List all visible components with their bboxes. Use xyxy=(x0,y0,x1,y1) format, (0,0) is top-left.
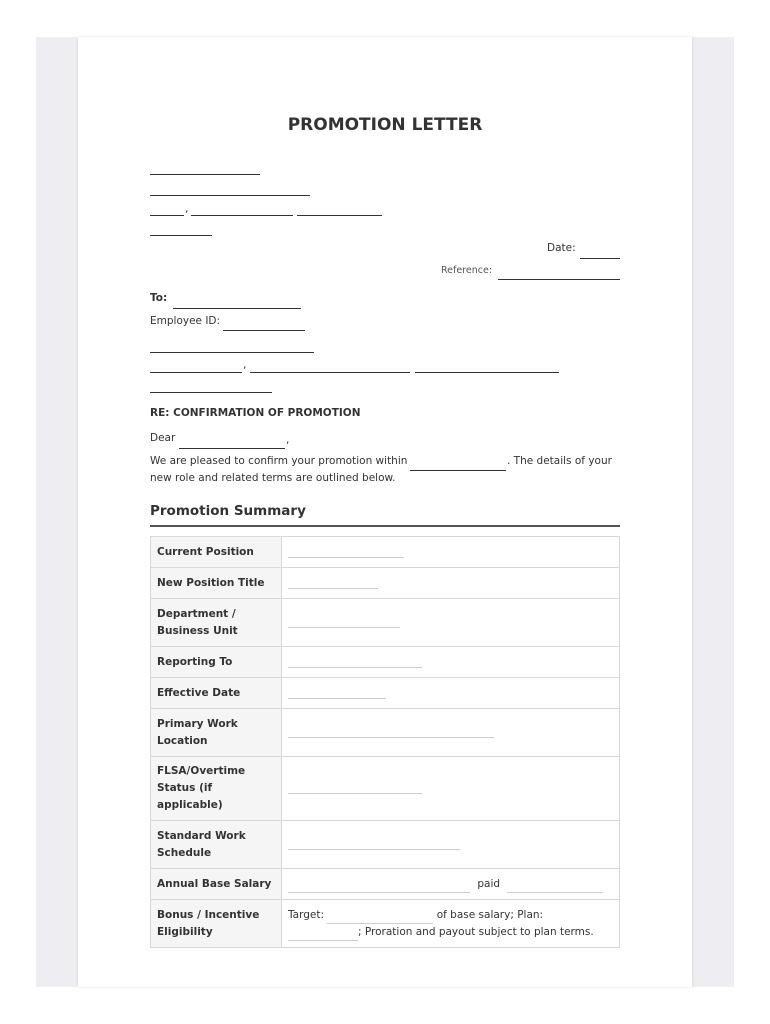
current-position-field[interactable] xyxy=(288,547,404,558)
bonus-target-field[interactable] xyxy=(327,913,433,924)
department-field[interactable] xyxy=(288,617,400,628)
new-position-field[interactable] xyxy=(288,578,378,589)
row-label: Bonus / Incentive Eligibility xyxy=(151,900,282,948)
row-value-cell xyxy=(282,900,620,948)
table-row xyxy=(151,709,620,757)
document-page xyxy=(78,37,692,987)
row-value-cell xyxy=(282,678,620,709)
row-value-cell xyxy=(282,599,620,647)
table-row xyxy=(151,647,620,678)
row-value-cell xyxy=(282,709,620,757)
row-label: Primary Work Location xyxy=(151,709,282,757)
table-row xyxy=(151,568,620,599)
table-row xyxy=(151,821,620,869)
flsa-status-field[interactable] xyxy=(288,783,422,794)
row-value-cell xyxy=(282,869,620,900)
intro-text-line2: new role and related terms are outlined below. xyxy=(150,472,396,484)
section-heading: Promotion Summary xyxy=(150,503,306,519)
row-label: FLSA/Overtime Status (if applicable) xyxy=(151,757,282,821)
row-value-cell xyxy=(282,647,620,678)
to-field[interactable] xyxy=(173,308,301,309)
reference-label: Reference: xyxy=(441,265,493,276)
recipient-name-line[interactable] xyxy=(150,352,314,353)
table-row xyxy=(151,599,620,647)
employee-id-label: Employee ID: xyxy=(150,315,221,327)
row-label: New Position Title xyxy=(151,568,282,599)
bonus-line-2 xyxy=(288,924,613,941)
bonus-plan-field[interactable] xyxy=(288,930,358,941)
row-value-cell xyxy=(282,757,620,821)
intro-text-part1: We are pleased to confirm your promotion within xyxy=(150,455,408,467)
effective-date-field[interactable] xyxy=(288,688,386,699)
dear-name-field[interactable] xyxy=(179,448,285,449)
row-label: Effective Date xyxy=(151,678,282,709)
row-value-cell xyxy=(282,821,620,869)
recipient-comma: , xyxy=(243,359,247,371)
work-schedule-field[interactable] xyxy=(288,839,460,850)
date-field[interactable] xyxy=(580,258,620,259)
row-label: Department / Business Unit xyxy=(151,599,282,647)
sender-comma: , xyxy=(185,203,189,215)
row-label: Reporting To xyxy=(151,647,282,678)
document-title: PROMOTION LETTER xyxy=(287,115,483,135)
bonus-of-base-label: of base salary; Plan: xyxy=(436,908,544,921)
work-location-field[interactable] xyxy=(288,727,494,738)
bonus-line-1 xyxy=(288,907,613,924)
table-row xyxy=(151,900,620,948)
sender-extra-line[interactable] xyxy=(150,235,212,236)
row-value-cell xyxy=(282,568,620,599)
reporting-to-field[interactable] xyxy=(288,657,422,668)
sender-name-line[interactable] xyxy=(150,174,260,175)
row-label: Annual Base Salary xyxy=(151,869,282,900)
table-row xyxy=(151,678,620,709)
recipient-city-line[interactable] xyxy=(150,372,242,373)
table-row xyxy=(151,537,620,568)
section-rule xyxy=(150,525,620,527)
intro-text-part2: . The details of your xyxy=(507,455,612,467)
salary-amount-field[interactable] xyxy=(288,882,470,893)
salary-frequency-field[interactable] xyxy=(507,882,603,893)
sender-street-line[interactable] xyxy=(150,195,310,196)
date-label: Date: xyxy=(547,242,576,254)
bonus-target-label: Target: xyxy=(288,908,325,921)
reference-field[interactable] xyxy=(498,279,620,280)
row-label: Standard Work Schedule xyxy=(151,821,282,869)
table-row xyxy=(151,869,620,900)
salary-paid-label: paid xyxy=(477,877,501,890)
dear-label: Dear xyxy=(150,432,176,444)
to-label: To: xyxy=(150,292,168,304)
intro-department-field[interactable] xyxy=(410,470,506,471)
promotion-summary-table xyxy=(150,536,620,948)
dear-comma: , xyxy=(286,434,290,446)
sender-state-line[interactable] xyxy=(191,215,293,216)
row-value-cell xyxy=(282,537,620,568)
bonus-proration-text: ; Proration and payout subject to plan terms. xyxy=(358,925,594,938)
employee-id-field[interactable] xyxy=(223,330,305,331)
recipient-zip-line[interactable] xyxy=(415,372,559,373)
sender-city-line[interactable] xyxy=(150,215,184,216)
sender-zip-line[interactable] xyxy=(297,215,382,216)
recipient-extra-line[interactable] xyxy=(150,392,272,393)
row-label: Current Position xyxy=(151,537,282,568)
table-row xyxy=(151,757,620,821)
re-line: RE: CONFIRMATION OF PROMOTION xyxy=(150,407,361,419)
recipient-state-line[interactable] xyxy=(250,372,410,373)
